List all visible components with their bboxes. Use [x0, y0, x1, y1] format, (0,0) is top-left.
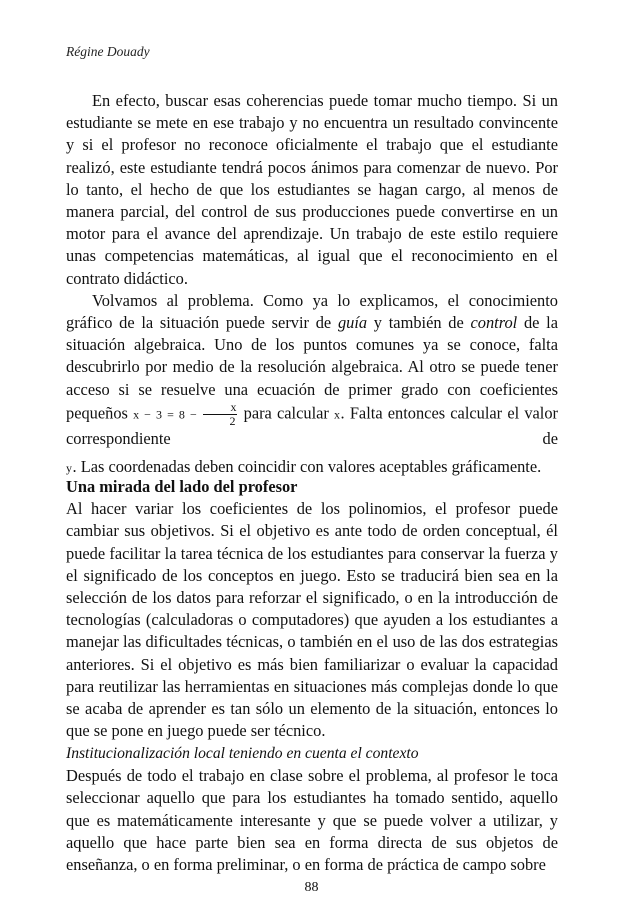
paragraph-2-text-b: y también de: [367, 313, 471, 333]
paragraph-2-text-f: . Las coordenadas deben coincidir con valores aceptables gráficamente.: [72, 457, 542, 477]
equation-left: x − 3 = 8 −: [133, 407, 198, 422]
paragraph-2-text-e: . Falta entonces calcular el valor correspondiente de: [66, 403, 558, 448]
text-block-2: [66, 476, 558, 742]
equation-fraction: [203, 401, 237, 428]
text-block-1: [66, 90, 558, 479]
paragraph-2: [66, 290, 558, 450]
section-heading: Una mirada del lado del profesor: [66, 477, 298, 496]
fraction-numerator: x: [203, 401, 237, 415]
paragraph-3: Al hacer variar los coeficientes de los polinomios, el profesor puede cambiar sus objetivos. Si el objetivo es ante todo de orden conceptual, él puede facilitar la tarea técnica de los estudiantes para conservar la fuerza y el significado de los conceptos en juego. Esto se traducirá bien sea en la selección de los datos para reforzar el significado, o en la introducción de tecnologías (calculadoras o computadores) que ayuden a los estudiantes a manejar las dificultades técnicas, o también en el uso de las dos estrategias anteriores. Si el objetivo es más bien familiarizar o evaluar la capacidad para reutilizar las herramientas en situaciones más complejas donde lo que se acaba de aprender es tan sólo un elemento de la situación, entonces lo que se pone en juego puede ser técnico.: [66, 499, 558, 741]
paragraph-2-text-c: de la situación algebraica. Uno de los puntos comunes ya se conoce, falta descubrirlo por medio de la resolución algebraica. Al otro se puede tener acceso si se resuelve una ecuación de primer grado con coeficientes pequeños: [66, 313, 558, 423]
fraction-denominator: 2: [229, 413, 236, 428]
paragraph-1: En efecto, buscar esas coherencias puede tomar mucho tiempo. Si un estudiante se mete en ese trabajo y no encuentra un resultado convincente y si el profesor no reconoce oficialmente el trabajo que el estudiante realizó, este estudiante tendrá pocos ánimos para comenzar de nuevo. Por lo tanto, el hecho de que los estudiantes se hagan cargo, al menos de manera parcial, del control de sus producciones puede convertirse en un motor para el avance del aprendizaje. Un trabajo de este estilo requiere unas competencias matemáticas, al igual que el reconocimiento en el contrato didáctico.: [66, 91, 558, 288]
running-head: Régine Douady: [66, 44, 150, 59]
emphasis-guia: guía: [337, 313, 368, 333]
paragraph-4: Después de todo el trabajo en clase sobre el problema, al profesor le toca seleccionar aquello que para los estudiantes ha tomado sentido, aquello que es matemáticamente interesante y que se puede volver a utilizar, y aquello que hace parte bien sea en forma directa de sus objetos de enseñanza, o en forma preliminar, o en forma de práctica de campo sobre: [66, 766, 558, 875]
paragraph-2-text-d: para calcular: [238, 403, 335, 423]
text-block-3: [66, 743, 558, 876]
subsection-heading: Institucionalización local teniendo en cuenta el contexto: [66, 745, 419, 762]
emphasis-control: control: [470, 313, 518, 333]
variable-x: x: [334, 407, 341, 422]
paragraph-2-text-a: Volvamos al problema. Como ya lo explicamos, el conocimiento gráfico de la situación puede servir de: [66, 290, 558, 333]
variable-y: y: [66, 461, 73, 476]
page-number: 88: [304, 880, 319, 895]
